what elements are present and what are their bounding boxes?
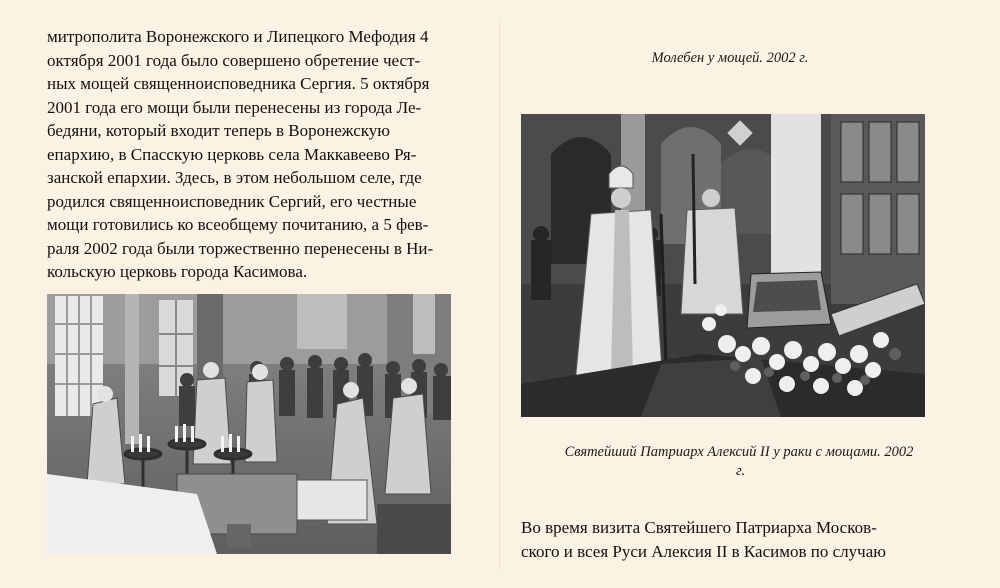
text-line: кольскую церковь города Касимова. — [47, 262, 308, 281]
text-line: ных мощей священноисповедника Сергия. 5 октября — [47, 74, 430, 93]
text-line: бедяни, который входит теперь в Воронежскую — [47, 121, 390, 140]
right-page-paragraph — [521, 516, 981, 563]
text-line: мощи готовились ко всеобщему почитанию, а 5 фев- — [47, 215, 429, 234]
text-line: митрополита Воронежского и Липецкого Мефодия 4 — [47, 27, 429, 46]
photo-patriarch-at-reliquary — [521, 114, 925, 417]
photo-church-service — [47, 294, 451, 554]
text-line: октября 2001 года было совершено обретение чест- — [47, 50, 421, 70]
text-line: ского и всея Руси Алексия II в Касимов по случаю — [521, 541, 886, 561]
left-page-paragraph — [47, 25, 487, 284]
text-line: епархию, в Спасскую церковь села Маккавеево Ря- — [47, 144, 417, 164]
page-gutter — [499, 18, 500, 570]
text-line: родился священноисповедник Сергий, его честные — [47, 191, 417, 211]
text-line: Во время визита Святейшего Патриарха Москов- — [521, 518, 877, 537]
text-line: 2001 года его мощи были перенесены из города Ле- — [47, 97, 422, 117]
photo-caption-bottom: Святейший Патриарх Алексий II у раки с мощами. 2002 — [564, 444, 914, 460]
photo-patriarch-at-reliquary-image — [521, 114, 925, 417]
photo-caption-top: Молебен у мощей. 2002 г. — [651, 50, 809, 66]
text-line: занской епархии. Здесь, в этом небольшом селе, где — [47, 168, 422, 187]
photo-caption-bottom-continuation: г. — [736, 463, 746, 479]
photo-church-service-image — [47, 294, 451, 554]
text-line: раля 2002 года были торжественно перенесены в Ни- — [47, 238, 434, 258]
